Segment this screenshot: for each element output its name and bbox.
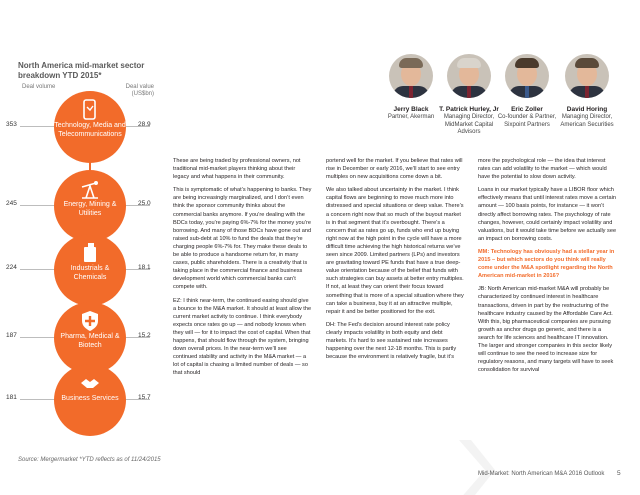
chart-title: North America mid-market sector breakdown YTD 2015*: [18, 61, 145, 80]
portrait-photo: [447, 54, 491, 98]
page-number: 5: [617, 470, 621, 477]
sector-energy: [0, 168, 170, 242]
sector-value: 15.2: [138, 332, 151, 339]
handshake-icon: [80, 372, 100, 394]
deal-value-label: Deal value (US$bn): [125, 84, 154, 97]
panelist-eric-zoller: [496, 54, 558, 129]
sector-volume: 181: [6, 394, 17, 401]
paragraph: These are being traded by professional owners, not traditional mid-market players thinking about their legacy and what happens in their community.: [173, 158, 301, 181]
panelist-david-horing: [556, 54, 618, 129]
oil-pump-icon: [80, 178, 100, 200]
sector-volume: 187: [6, 332, 17, 339]
panelist-name: T. Patrick Hurley, Jr: [439, 106, 499, 113]
panelist-title: Managing Director, American Securities: [560, 114, 614, 128]
medical-shield-icon: [80, 310, 100, 332]
panelist-name: David Horing: [566, 106, 608, 113]
chemical-canister-icon: [80, 242, 100, 264]
sector-tmt: [0, 89, 170, 163]
paragraph: This is symptomatic of what’s happening to banks. They are being increasingly marginalized, and I don’t even think the sponsor community thinks about the commercial banks anymore. If you’re dealing with the BDCs today, you’re paying 6%-7% for the money you’re borrowing. And many of those BDCs have gone out and raised sub-debt at 10% to fund the deals that they’re charging people 6%-7% for. They make these deals to be able to produce a handsome return for, in many cases, public shareholders. There is a creativity that is taking place in the commercial finance and business development world which commercial banks can’t compete with.: [173, 187, 312, 291]
portrait-photo: [389, 54, 433, 98]
portrait-photo: [565, 54, 609, 98]
panelist-title: Managing Director, MidMarket Capital Advisors: [443, 114, 495, 135]
panelist-patrick-hurley: [438, 54, 500, 137]
text-column-3: [478, 157, 617, 379]
panelist-name: Jerry Black: [393, 106, 429, 113]
text-column-1: [173, 157, 312, 382]
paragraph: JB: North American mid-market M&A will probably be characterized by continued interest in healthcare transactions, driven in part by the restructuring of the healthcare industry caused by the Affordable Care Act. With this, big pharmaceutical companies are pursuing growth as anchor drugs go generic, and there is a search for life sciences and healthcare IT innovation. The larger and stronger companies in this sector likely will continue to see the need to increase size for regulatory reasons, and many targets will have to seek consolidation for survival: [478, 286, 614, 374]
sector-value: 28.9: [138, 121, 151, 128]
deal-volume-label: Deal volume: [22, 84, 56, 90]
sector-name: Pharma, Medical & Biotech: [60, 333, 120, 349]
paragraph: EZ: I think near-term, the continued easing should give a bounce to the M&A market. It should at least allow the current market activity to continue. I think everybody expects once rates go up — and nobody knows when they will — for it to impact the cost of capital. When that happens, that should flow through the system, bringing down overall prices. In the near-term we’ll see continued stability and activity in the M&A market — a lot of capital is chasing a limited number of deals — so that should: [173, 297, 312, 377]
panelist-title: Co-founder & Partner, Sixpoint Partners: [497, 114, 557, 128]
paragraph: We also talked about uncertainty in the market. I think capital flows are beginning to move much more into distressed and special situations or deep value. There’s a concern right now that so much of the buyout market is in that segment that it’s overbought. There’s a concern that as rates go up, funds who end up buying right now at the high point in the cycle will have a more difficult time achieving the high historical returns we’ve seen since 2009. Limited partners (LPs) and investors are gravitating toward PE funds that have a true deep-value orientation because of the belief that funds with such strategies can buy assets at better entry multiples. If not, at least they can orient their focus toward something that is more of a special situation where they can take a business, buy it at an attractive multiple, repair it and be better positioned for the exit.: [326, 187, 464, 315]
sector-value: 18.1: [138, 264, 151, 271]
panelist-jerry-black: [380, 54, 442, 122]
chevron-decoration-icon: [455, 440, 495, 495]
sector-business-services: [0, 362, 170, 436]
sector-name: Technology, Media and Telecommunications: [54, 122, 126, 138]
sector-industrials: [0, 232, 170, 306]
question-paragraph: MM: Technology has obviously had a stellar year in 2015 – but which sectors do you think will really come under the M&A spotlight regarding the North American mid-market in 2016?: [478, 248, 615, 280]
paragraph: DH: The Fed’s decision around interest rate policy clearly impacts volatility in both equity and debt markets. It’s hard to see sustained rate increases happening over the next 12-18 months. This is partly because the environment is relatively fragile, but it’s: [326, 321, 457, 361]
panelist-title: Partner, Akerman: [387, 114, 435, 120]
sector-volume: 245: [6, 200, 17, 207]
chart-source: Source: Mergermarket *YTD reflects as of 11/24/2015: [18, 457, 161, 463]
panelist-name: Eric Zoller: [511, 106, 543, 113]
sector-name: Industrials & Chemicals: [70, 265, 110, 281]
sector-value: 25.0: [138, 200, 151, 207]
paragraph: portend well for the market. If you believe that rates will rise in December or early 2016, we’ll start to see entry multiples on new acquisitions come down a bit.: [326, 158, 463, 181]
smartphone-icon: [80, 99, 100, 121]
paragraph: Loans in our market typically have a LIBOR floor which effectively means that until interest rates move a certain amount — 100 basis points, for instance — it won’t directly affect borrowing rates. The psychology of rate changes, however, could certainly impact volatility and valuations, but it would take time before we actually see an impact on borrowing costs.: [478, 187, 617, 242]
sector-name: Business Services: [61, 395, 119, 402]
sector-value: 15.7: [138, 394, 151, 401]
footer-text: Mid-Market: North American M&A 2016 Outlook: [478, 471, 605, 477]
sector-name: Energy, Mining & Utilities: [63, 201, 117, 217]
paragraph: more the psychological role — the idea that interest rates can add volatility to the market — which would have the potential to slow down activity.: [478, 158, 607, 181]
portrait-photo: [505, 54, 549, 98]
sector-volume: 353: [6, 121, 17, 128]
sector-volume: 224: [6, 264, 17, 271]
text-column-2: [326, 157, 465, 366]
